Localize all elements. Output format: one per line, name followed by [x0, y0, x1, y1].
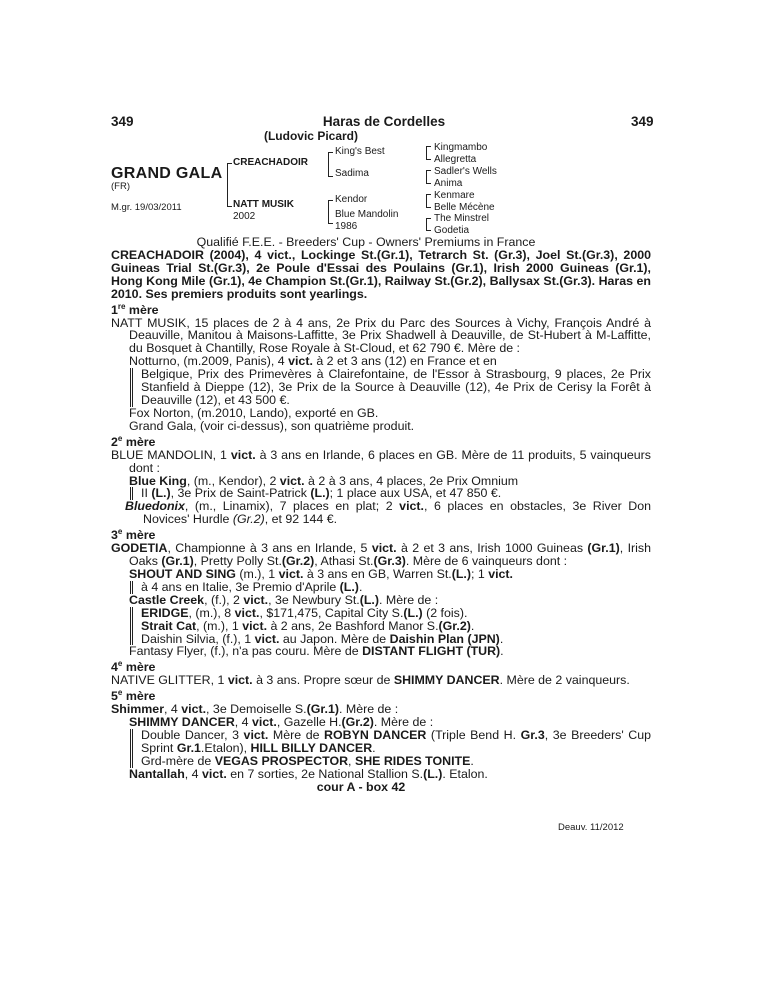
pedigree-bracket [426, 170, 431, 184]
fourth-dam-heading: 4e mère [111, 659, 156, 675]
lot-number-right: 349 [631, 114, 654, 129]
produce-eridge: ERIDGE, (m.), 8 vict., $171,475, Capital City S.(L.) (2 fois). [141, 605, 468, 620]
pedigree-bracket [227, 186, 232, 207]
qualification-line: Qualifié F.E.E. - Breeders' Cup - Owners' Premiums in France [196, 235, 536, 249]
fifth-dam-heading: 5e mère [111, 688, 156, 704]
pedigree-bracket [227, 163, 232, 188]
produce-blue-king: Blue King, (m., Kendor), 2 vict. à 2 à 3 ans, 4 places, 2e Prix Omnium [129, 473, 519, 488]
produce-shimmy-dancer: SHIMMY DANCER, 4 vict., Gazelle H.(Gr.2). Mère de : [129, 715, 434, 730]
fourth-dam-paragraph: NATIVE GLITTER, 1 vict. à 3 ans. Propre sœur de SHIMMY DANCER. Mère de 2 vainqueurs. [111, 673, 630, 688]
produce-shout-and-sing: SHOUT AND SING (m.), 1 vict. à 3 ans en GB, Warren St.(L.); 1 vict. [129, 567, 513, 582]
pedigree-bracket [328, 152, 333, 177]
pedigree-dam: NATT MUSIK [233, 199, 294, 210]
pedigree-ggs3: Sadler's Wells [434, 166, 497, 177]
pedigree-ggs2: Allegretta [434, 154, 477, 165]
shimmy-dancer-produce-list [130, 729, 651, 768]
second-dam-heading: 2e mère [111, 433, 156, 449]
pedigree-ggs4: Anima [434, 178, 463, 189]
lot-number-left: 349 [111, 114, 134, 129]
fifth-dam-paragraph: Shimmer, 4 vict., 3e Demoiselle S.(Gr.1). Mère de : [111, 702, 399, 717]
catalogue-body [111, 236, 651, 794]
second-dam-paragraph: BLUE MANDOLIN, 1 vict. à 3 ans en Irlande, 6 places en GB. Mère de 11 produits, 5 vainqueurs dont : [111, 447, 651, 475]
pedigree-bracket [426, 218, 431, 231]
pedigree-ggs8: Godetia [434, 225, 470, 236]
produce-strait-cat: Strait Cat, (m.), 1 vict. à 2 ans, 2e Bashford Manor S.(Gr.2). [141, 618, 475, 633]
pedigree-dam-year: 2002 [233, 211, 256, 222]
produce-nantallah: Nantallah, 4 vict. en 7 sorties, 2e National Stallion S.(L.). Etalon. [129, 766, 488, 781]
pedigree-ggs1: Kingmambo [434, 142, 488, 153]
first-dam-heading: 1re mère [111, 301, 159, 317]
produce-blue-king-detail: II (L.), 3e Prix de Saint-Patrick (L.); 1 place aux USA, et 47 850 €. [130, 487, 651, 500]
pedigree-sire: CREACHADOIR [233, 157, 308, 168]
produce-grand-gala: Grand Gala, (voir ci-dessus), son quatrième produit. [129, 418, 415, 433]
pedigree-gs4: Blue Mandolin [335, 209, 399, 220]
horse-origin: (FR) [111, 181, 130, 192]
sale-reference: Deauv. 11/2012 [558, 822, 624, 833]
sire-paragraph: CREACHADOIR (2004), 4 vict., Lockinge St.(Gr.1), Tetrarch St. (Gr.3), Joel St.(Gr.3), 2000 Guineas Trial St.(Gr.3), 2e Poule d'Essai des Poulains (Gr.1), Irish 2000 Guineas (Gr.1), Hong Kong Mile (Gr.1), 4e Champion St.(Gr.1), Railway St.(Gr.2), Ballysax St.(Gr.3). Haras en 2010. Ses premiers produits sont yearlings. [111, 247, 651, 301]
pedigree-ggs7: The Minstrel [434, 213, 490, 224]
owner-name: (Ludovic Picard) [263, 129, 358, 143]
produce-double-dancer: Double Dancer, 3 vict. Mère de ROBYN DANCER (Triple Bend H. Gr.3, 3e Breeders' Cup Sprint Gr.1.Etalon), HILL BILLY DANCER. [141, 728, 652, 756]
pedigree-gs4-year: 1986 [335, 221, 358, 232]
produce-castle-creek: Castle Creek, (f.), 2 vict., 3e Newbury St.(L.). Mère de : [129, 592, 439, 607]
pedigree-gs2: Sadima [335, 168, 369, 179]
pedigree-ggs6: Belle Mécène [434, 202, 495, 213]
pedigree-gs1: King's Best [335, 146, 385, 157]
stable-location: cour A - box 42 [316, 779, 406, 794]
produce-shout-and-sing-detail: à 4 ans en Italie, 3e Premio d'Aprile (L.). [130, 581, 651, 594]
pedigree-bracket [426, 194, 431, 208]
grand-dam-line: Grd-mère de VEGAS PROSPECTOR, SHE RIDES TONITE. [141, 753, 474, 768]
produce-daishin-silvia: Daishin Silvia, (f.), 1 vict. au Japon. Mère de Daishin Plan (JPN). [141, 631, 504, 646]
third-dam-heading: 3e mère [111, 527, 156, 543]
produce-fox-norton: Fox Norton, (m.2010, Lando), exporté en GB. [129, 405, 379, 420]
produce-bluedonix: Bluedonix, (m., Linamix), 7 places en plat; 2 vict., 6 places en obstacles, 3e River Don Novices' Hurdle (Gr.2), et 92 144 €. [125, 499, 651, 527]
castle-creek-produce-list [130, 607, 651, 646]
horse-sex-dob: M.gr. 19/03/2011 [111, 202, 182, 213]
produce-notturno: Notturno, (m.2009, Panis), 4 vict. à 2 et 3 ans (12) en France et en [129, 354, 497, 369]
produce-fantasy-flyer: Fantasy Flyer, (f.), n'a pas couru. Mère de DISTANT FLIGHT (TUR). [129, 644, 504, 659]
third-dam-paragraph: GODETIA, Championne à 3 ans en Irlande, 5 vict. à 2 et 3 ans, Irish 1000 Guineas (Gr.1), Irish Oaks (Gr.1), Pretty Polly St.(Gr.2), Athasi St.(Gr.3). Mère de 6 vainqueurs dont : [111, 541, 651, 569]
produce-notturno-detail: Belgique, Prix des Primevères à Clairefontaine, de l'Essor à Strasbourg, 9 places, 2e Prix Stanfield à Dieppe (12), 3e Prix de la Source à Deauville (12), 4e Prix de Cerisy la Forêt à Deauville (12), et 43 500 €. [130, 368, 651, 407]
pedigree-bracket [426, 146, 431, 160]
pedigree-ggs5: Kenmare [434, 190, 475, 201]
pedigree-bracket [328, 200, 333, 224]
first-dam-paragraph: NATT MUSIK, 15 places de 2 à 4 ans, 2e Prix du Parc des Sources à Vichy, François André à Deauville, Manitou à Maisons-Laffitte, 3e Prix Shadwell à Deauville, de St-Hubert à M-Laffitte, du Bosquet à Chantilly, Rose Royale à St-Cloud, et 62 790 €. Mère de : [111, 315, 651, 356]
pedigree-gs3: Kendor [335, 194, 368, 205]
horse-name: GRAND GALA [111, 165, 223, 182]
consignor-name: Haras de Cordelles [322, 114, 446, 129]
